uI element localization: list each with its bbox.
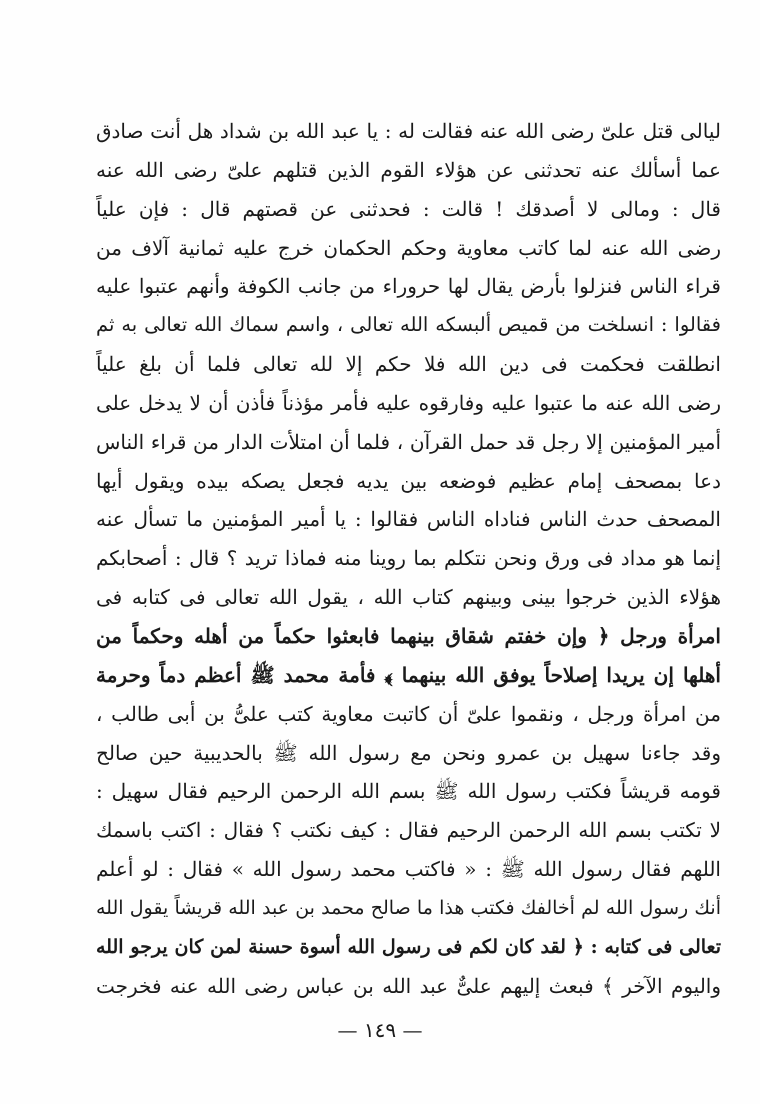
text-line: فقالوا : انسلخت من قميص ألبسكه الله تعالى ، واسم سماك الله تعالى به ثم [96, 313, 721, 337]
text-line: أمير المؤمنين إلا رجل قد حمل القرآن ، فلما أن امتلأت الدار من قراء الناس [96, 429, 721, 454]
text-line: رضى الله عنه ما عتبوا عليه وفارقوه عليه فأمر مؤذناً فأذن أن لا يدخل على [96, 390, 721, 415]
page-number: — ١٤٩ — [337, 1018, 423, 1042]
text-line: تعالى فى كتابه : ﴿ لقد كان لكم فى رسول الله أسوة حسنة لمن كان يرجو الله [96, 935, 721, 958]
text-line: أنك رسول الله لم أخالفك فكتب هذا ما صالح محمد بن عبد الله قريشاً يقول الله [96, 896, 721, 919]
text-line: إنما هو مداد فى ورق ونحن نتكلم بما روينا منه فماذا تريد ؟ قال : أصحابكم [96, 546, 721, 571]
text-line: من امرأة ورجل ، ونقموا علىّ أن كاتبت معاوية كتب علىُّ بن أبى طالب ، [96, 701, 721, 726]
text-line: ليالى قتل علىّ رضى الله عنه فقالت له : يا عبد الله بن شداد هل أنت صادق [96, 119, 721, 143]
text-line: قراء الناس فنزلوا بأرض يقال لها حروراء من جانب الكوفة وأنهم عتبوا عليه [96, 274, 721, 299]
text-line: امرأة ورجل ﴿ وإن خفتم شقاق بينهما فابعثوا حكماً من أهله وحكماً من [96, 623, 721, 648]
text-line: رضى الله عنه لما كاتب معاوية وحكم الحكمان خرج عليه ثمانية آلاف من [96, 235, 721, 260]
text-line: المصحف حدث الناس فناداه الناس فقالوا : يا أمير المؤمنين ما تسأل عنه [96, 507, 721, 532]
text-line: عما أسألك عنه تحدثنى عن هؤلاء القوم الذين قتلهم علىّ رضى الله عنه [96, 157, 721, 182]
text-line: واليوم الآخر ﴾ فبعث إليهم علىٌّ عبد الله بن عباس رضى الله عنه فخرجت [96, 973, 721, 998]
text-line: قال : ومالى لا أصدقك ! قالت : فحدثنى عن قصتهم قال : فإن علياً [96, 196, 721, 221]
text-line: دعا بمصحف إمام عظيم فوضعه بين يديه فجعل يصكه بيده ويقول أيها [96, 468, 721, 493]
text-line: أهلها إن يريدا إصلاحاً يوفق الله بينهما ﴾ فأمة محمد ﷺ أعظم دماً وحرمة [96, 662, 721, 687]
text-line: اللهم فقال رسول الله ﷺ : « فاكتب محمد رسول الله » فقال : لو أعلم [96, 857, 721, 882]
page-body-text [96, 112, 721, 1005]
text-line: انطلقت فحكمت فى دين الله فلا حكم إلا لله تعالى فلما أن بلغ علياً [96, 352, 721, 377]
text-line: وقد جاءنا سهيل بن عمرو ونحن مع رسول الله ﷺ بالحديبية حين صالح [96, 740, 721, 765]
text-line: قومه قريشاً فكتب رسول الله ﷺ بسم الله الرحمن الرحيم فقال سهيل : [96, 779, 721, 804]
text-line: هؤلاء الذين خرجوا بينى وبينهم كتاب الله ، يقول الله تعالى فى كتابه فى [96, 585, 721, 610]
text-line: لا تكتب بسم الله الرحمن الرحيم فقال : كيف نكتب ؟ فقال : اكتب باسمك [96, 818, 721, 843]
